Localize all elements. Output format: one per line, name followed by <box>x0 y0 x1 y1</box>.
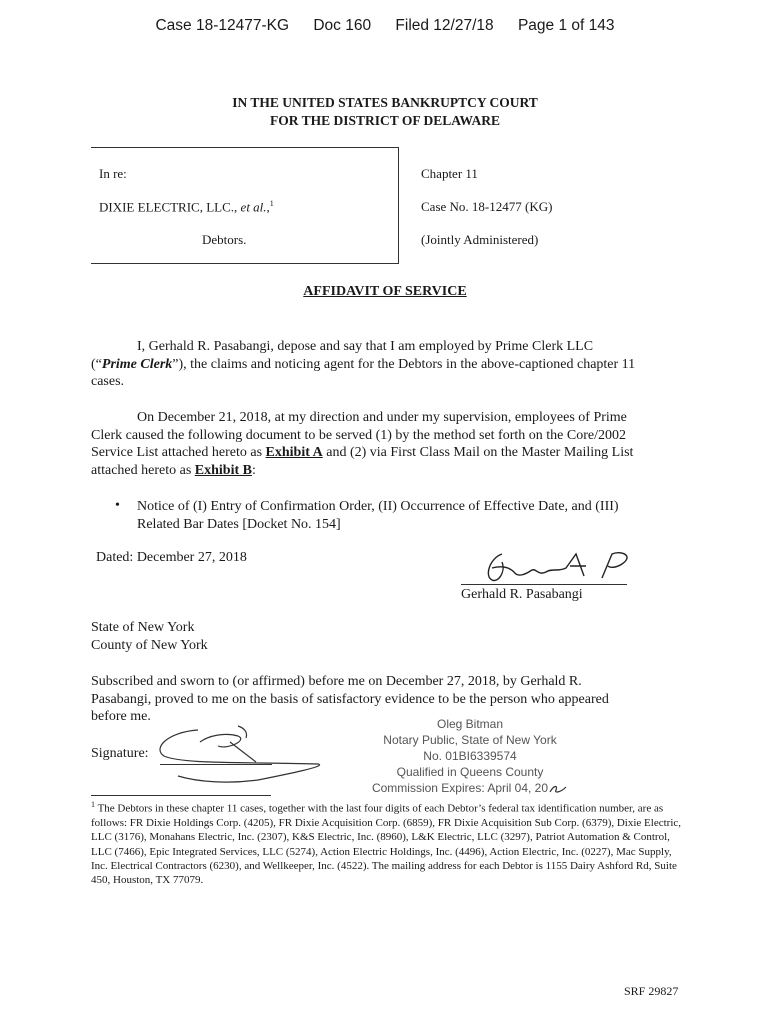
filed-date-header: Filed 12/27/18 <box>395 17 494 34</box>
in-re-label: In re: <box>99 166 127 181</box>
case-number-header: Case 18-12477-KG <box>155 17 290 34</box>
para1-line2: ”), the claims and noticing agent for the Debtors in the above-captioned chapter 11 <box>172 356 636 372</box>
court-title-line2: FOR THE DISTRICT OF DELAWARE <box>269 113 501 128</box>
paragraph-employment: I, Gerhald R. Pasabangi, depose and say that I am employed by Prime Clerk LLC (“Prime Clerk”), the claims and noticing agent for the Debtors in the above-captioned chapter 11 cases. <box>91 338 691 391</box>
et-al-text: et al., <box>240 199 270 215</box>
exhibit-a-link: Exhibit A <box>265 445 323 460</box>
affiant-signature-line <box>461 584 627 585</box>
notary-stamp <box>370 716 570 796</box>
debtors-label: Debtors. <box>202 232 247 247</box>
county-label: County of New York <box>91 638 208 653</box>
para1-line1: I, Gerhald R. Pasabangi, depose and say that I am employed by Prime Clerk LLC <box>137 339 594 354</box>
served-document-line2: Related Bar Dates [Docket No. 154] <box>137 517 341 532</box>
notary-title: Notary Public, State of New York <box>383 733 557 747</box>
court-title-line1: IN THE UNITED STATES BANKRUPTCY COURT <box>232 95 538 110</box>
document-title: AFFIDAVIT OF SERVICE <box>303 284 467 299</box>
jurat-line1: Subscribed and sworn to (or affirmed) before me on December 27, 2018, by Gerhald R. <box>91 674 582 689</box>
footnote <box>91 798 691 887</box>
notary-signature <box>138 722 338 792</box>
notary-expires: Commission Expires: April 04, 20 <box>370 780 570 796</box>
para2-line2: Clerk caused the following document to be served (1) by the method set forth on the Core/2002 <box>91 427 626 443</box>
page-count-header: Page 1 of 143 <box>517 17 615 34</box>
handwritten-year-mark <box>548 783 568 795</box>
served-document-item <box>137 498 677 534</box>
debtor-name-text: DIXIE ELECTRIC, LLC., <box>99 199 238 215</box>
served-document-line1: Notice of (I) Entry of Confirmation Order, (II) Occurrence of Effective Date, and (III) <box>137 499 619 514</box>
footnote-text: The Debtors in these chapter 11 cases, together with the last four digits of each Debtor’s federal tax identification number, are as follows: FR Dixie Holdings Corp. (4205), FR Dixie Acquisition Corp. (6859), FR Dixie Acquisition Sub Corp. (6379), Dixie Electric, LLC (3176), Monahans Electric, Inc. (2307), K&S Electric, Inc. (8960), L&K Electric, LLC (3297), Patriot Automation & Control, LLC (7466), Epic Integrated Services, LLC (5274), Action Electric Holdings, Inc. (4496), Action Electric, Inc. (0227), Mac Supply, Inc. Electrical Contractors (6230), and Wellkeeper, Inc. (4522). The mailing address for each Debtor is 1155 Dairy Ashford Rd, Suite 450, Houston, TX 77079. <box>91 802 682 887</box>
caption-top-rule <box>91 147 399 148</box>
paragraph-service: On December 21, 2018, at my direction and under my supervision, employees of Prime Clerk caused the following document to be served (1) by the method set forth on the Core/2002 Service List attached hereto as Exhibit A and (2) via First Class Mail on the Master Mailing List attached hereto as Exhibit B: <box>91 409 691 479</box>
affiant-signature <box>462 548 644 588</box>
notary-name: Oleg Bitman <box>436 717 504 731</box>
jointly-administered: (Jointly Administered) <box>421 232 539 247</box>
exhibit-b-link: Exhibit B <box>194 462 252 478</box>
notary-number: No. 01BI6339574 <box>423 749 517 763</box>
notary-qualified: Qualified in Queens County <box>396 765 544 779</box>
srf-number: SRF 29827 <box>624 984 679 998</box>
caption-divider <box>398 147 399 264</box>
para1-line3: cases. <box>91 374 125 389</box>
para2-line1: On December 21, 2018, at my direction and under my supervision, employees of Prime <box>137 410 627 425</box>
caption-bottom-rule <box>91 263 399 264</box>
dated-line: Dated: December 27, 2018 <box>96 550 247 565</box>
filing-header <box>0 17 770 35</box>
case-number: Case No. 18-12477 (KG) <box>421 199 553 214</box>
jurat-line2: Pasabangi, proved to me on the basis of satisfactory evidence to be the person who appeared <box>91 691 609 707</box>
debtor-name <box>99 199 274 215</box>
court-title <box>0 94 770 130</box>
chapter-label: Chapter 11 <box>421 166 478 181</box>
footnote-rule <box>91 795 271 796</box>
doc-number-header: Doc 160 <box>313 17 372 34</box>
state-label: State of New York <box>91 620 195 635</box>
prime-clerk-defined-term: Prime Clerk <box>101 356 173 372</box>
affiant-name: Gerhald R. Pasabangi <box>461 587 583 602</box>
signature-label: Signature: <box>91 746 149 761</box>
footnote-ref: 1 <box>269 199 274 208</box>
bullet-mark: • <box>115 498 120 513</box>
jurat-line3: before me. <box>91 709 151 724</box>
footnote-mark: 1 <box>91 800 95 809</box>
